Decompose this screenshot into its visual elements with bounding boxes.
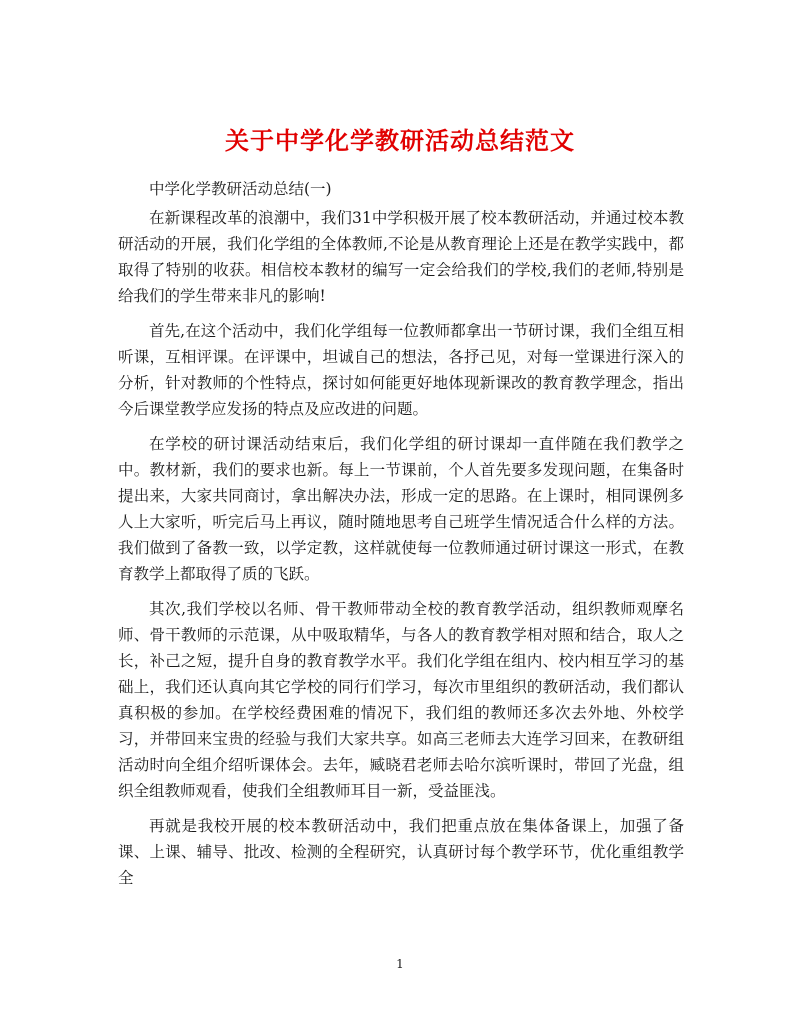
- paragraph-1: 在新课程改革的浪潮中，我们31中学积极开展了校本教研活动，并通过校本教研活动的开展，我们化学组的全体教师,不论是从教育理论上还是在教学实践中，都取得了特别的收获。相信校本教材的编写一定会给我们的学校,我们的老师,特别是给我们的学生带来非凡的影响!: [118, 209, 684, 305]
- paragraph-5: 再就是我校开展的校本教研活动中，我们把重点放在集体备课上，加强了备课、上课、辅导、批改、检测的全程研究，认真研讨每个教学环节，优化重组教学全: [118, 817, 684, 887]
- paragraph-2: 首先,在这个活动中，我们化学组每一位教师都拿出一节研讨课，我们全组互相听课，互相评课。在评课中，坦诚自己的想法，各抒己见，对每一堂课进行深入的分析，针对教师的个性特点，探讨如何能更好地体现新课改的教育教学理念，指出今后课堂教学应发扬的特点及应改进的问题。: [118, 322, 684, 418]
- paragraph-4: 其次,我们学校以名师、骨干教师带动全校的教育教学活动，组织教师观摩名师、骨干教师的示范课，从中吸取精华，与各人的教育教学相对照和结合，取人之长，补己之短，提升自身的教育教学水平。我们化学组在组内、校内相互学习的基础上，我们还认真向其它学校的同行们学习，每次市里组织的教研活动，我们都认真积极的参加。在学校经费困难的情况下，我们组的教师还多次去外地、外校学习，并带回来宝贵的经验与我们大家共享。如高三老师去大连学习回来，在教研组活动时向全组介绍听课体会。去年，臧晓君老师去哈尔滨听课时，带回了光盘，组织全组教师观看，使我们全组教师耳目一新，受益匪浅。: [118, 600, 684, 800]
- page-number: 1: [396, 957, 404, 971]
- paragraph-3: 在学校的研讨课活动结束后，我们化学组的研讨课却一直伴随在我们教学之中。教材新，我们的要求也新。每上一节课前，个人首先要多发现问题，在集备时提出来，大家共同商讨，拿出解决办法，形成一定的思路。在上课时，相同课例多人上大家听，听完后马上再议，随时随地思考自己班学生情况适合什么样的方法。我们做到了备教一致，以学定教，这样就使每一位教师通过研讨课这一形式，在教育教学上都取得了质的飞跃。: [118, 435, 684, 583]
- document-title: 关于中学化学教研活动总结范文: [225, 126, 575, 156]
- document-body: [118, 176, 684, 900]
- section-subtitle: 中学化学教研活动总结(一): [149, 180, 332, 198]
